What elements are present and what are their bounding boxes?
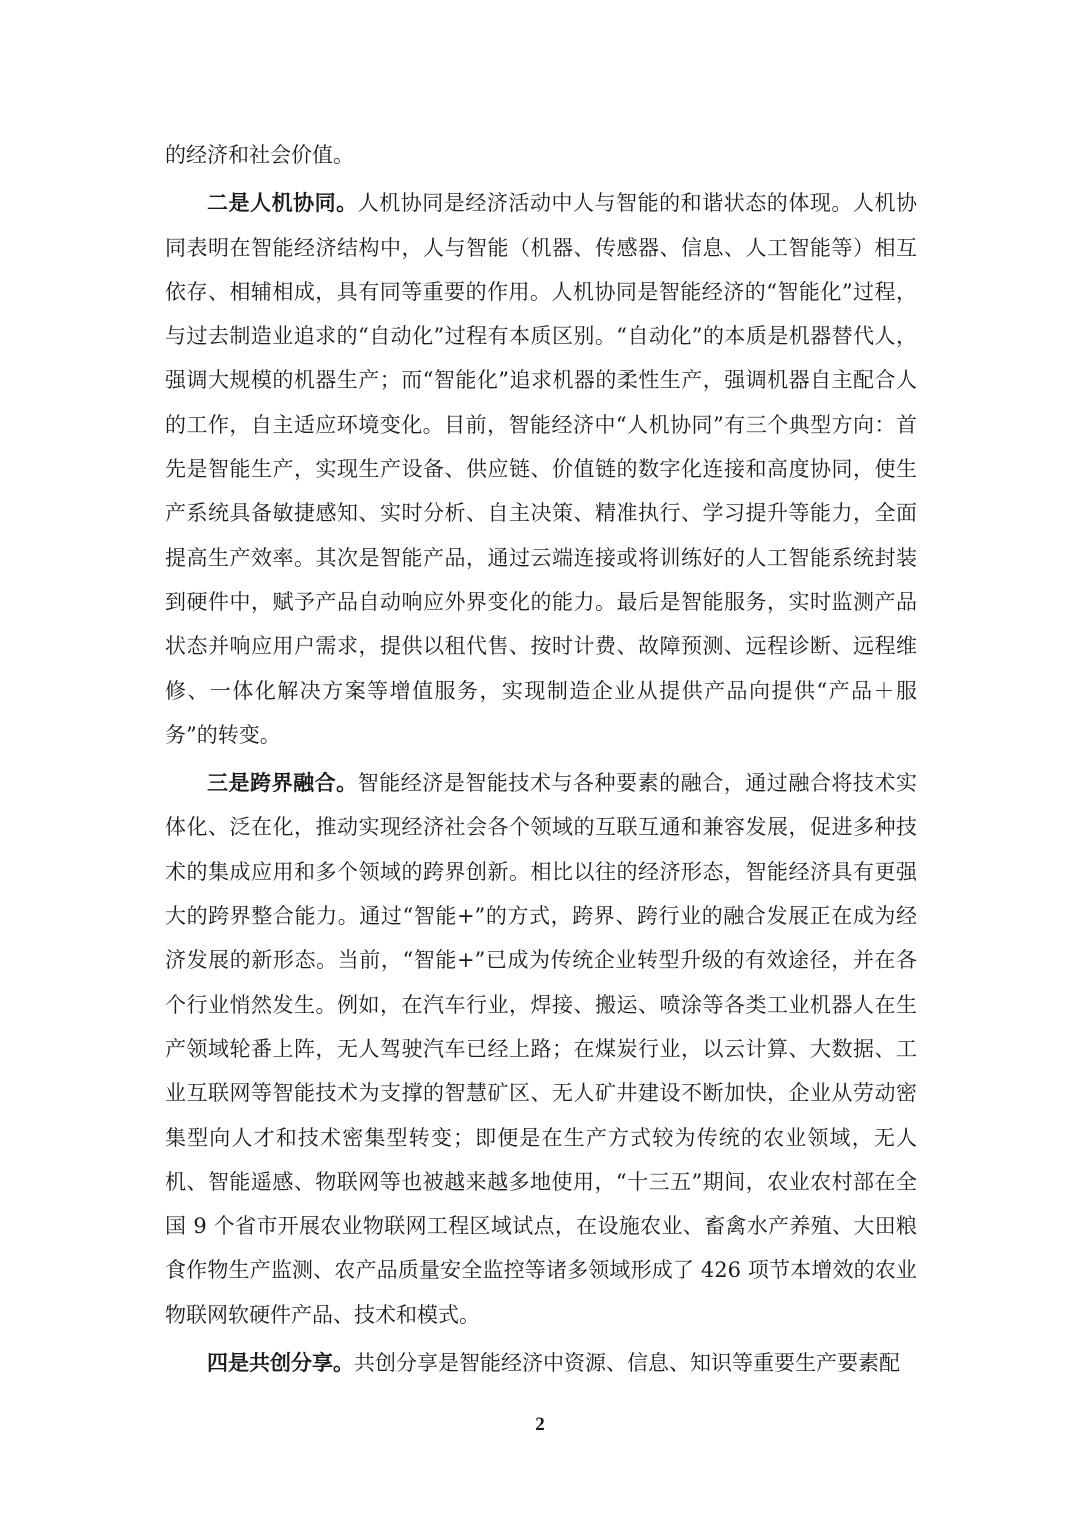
paragraph-text: 智能经济是智能技术与各种要素的融合，通过融合将技术实体化、泛在化，推动实现经济社会各个领域的互联互通和兼容发展，促进多种技术的集成应用和多个领域的跨界创新。相比以往的经济形态，智能经济具有更强大的跨界整合能力。通过“智能+”的方式，跨界、跨行业的融合发展正在成为经济发展的新形态。当前，“智能+”已成为传统企业转型升级的有效途径，并在各个行业悄然发生。例如，在汽车行业，焊接、搬运、喷涂等各类工业机器人在生产领域轮番上阵，无人驾驶汽车已经上路；在煤炭行业，以云计算、大数据、工业互联网等智能技术为支撑的智慧矿区、无人矿井建设不断加快，企业从劳动密集型向人才和技术密集型转变；即便是在生产方式较为传统的农业领域，无人机、智能遥感、物联网等也被越来越多地使用，“十三五”期间，农业农村部在全国 9 个省市开展农业物联网工程区域试点，在设施农业、畜禽水产养殖、大田粮食作物生产监测、农产品质量安全监控等诸多领域形成了 426 项节本增效的农业物联网软硬件产品、技术和模式。 bbox=[165, 771, 917, 1327]
paragraph-heading: 三是跨界融合。 bbox=[207, 770, 358, 796]
paragraph-cross-border-integration bbox=[165, 761, 917, 1337]
paragraph-co-creation-sharing bbox=[165, 1341, 917, 1385]
paragraph-heading: 二是人机协同。 bbox=[207, 190, 358, 216]
paragraph-heading: 四是共创分享。 bbox=[207, 1350, 354, 1376]
paragraph-text: 共创分享是智能经济中资源、信息、知识等重要生产要素配 bbox=[354, 1351, 900, 1376]
document-body bbox=[165, 133, 917, 1385]
paragraph-text: 人机协同是经济活动中人与智能的和谐状态的体现。人机协同表明在智能经济结构中，人与智能（机器、传感器、信息、人工智能等）相互依存、相辅相成，具有同等重要的作用。人机协同是智能经济的“智能化”过程，与过去制造业追求的“自动化”过程有本质区别。“自动化”的本质是机器替代人，强调大规模的机器生产；而“智能化”追求机器的柔性生产，强调机器自主配合人的工作，自主适应环境变化。目前，智能经济中“人机协同”有三个典型方向：首先是智能生产，实现生产设备、供应链、价值链的数字化连接和高度协同，使生产系统具备敏捷感知、实时分析、自主决策、精准执行、学习提升等能力，全面提高生产效率。其次是智能产品，通过云端连接或将训练好的人工智能系统封装到硬件中，赋予产品自动响应外界变化的能力。最后是智能服务，实时监测产品状态并响应用户需求，提供以租代售、按时计费、故障预测、远程诊断、远程维修、一体化解决方案等增值服务，实现制造企业从提供产品向提供“产品＋服务”的转变。 bbox=[165, 191, 917, 747]
paragraph-text: 的经济和社会价值。 bbox=[165, 143, 354, 167]
page-number: 2 bbox=[535, 1414, 545, 1435]
paragraph-continuation bbox=[165, 133, 917, 177]
paragraph-human-machine-collaboration bbox=[165, 181, 917, 757]
